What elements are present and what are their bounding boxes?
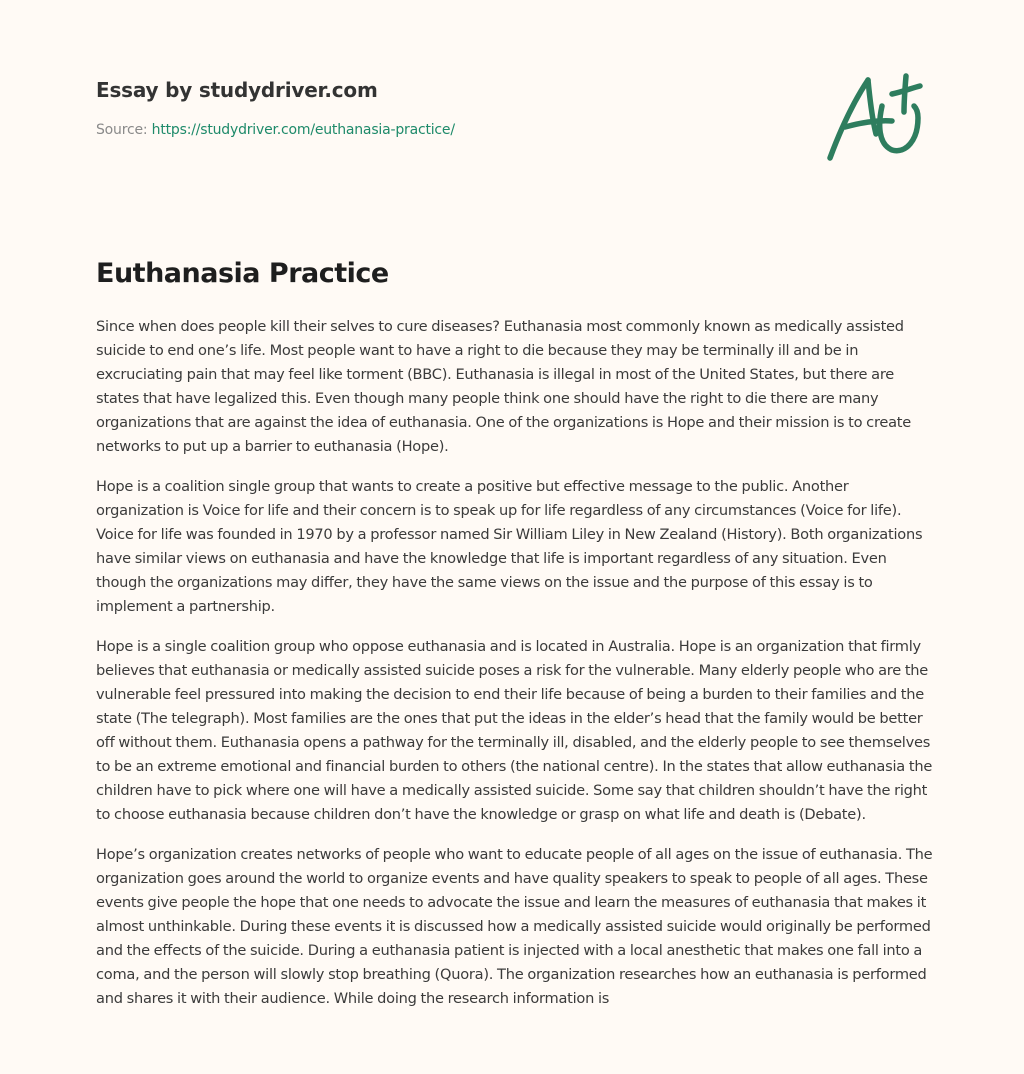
source-line	[96, 120, 796, 140]
a-plus-grade-icon	[820, 66, 930, 166]
essay-body	[96, 315, 936, 1027]
essay-paragraph: Hope’s organization creates networks of people who want to educate people of all ages on the issue of euthanasia. The organization goes around the world to organize events and have quality speakers to speak to people of all ages. These events give people the hope that one needs to advocate the issue and learn the measures of euthanasia that makes it almost unthinkable. During these events it is discussed how a medically assisted suicide would originally be performed and the effects of the suicide. During a euthanasia patient is injected with a local anesthetic that makes one fall into a coma, and the person will slowly stop breathing (Quora). The organization researches how an euthanasia is performed and shares it with their audience. While doing the research information is	[96, 846, 933, 1007]
essay-paragraph: Hope is a coalition single group that wants to create a positive but effective message to the public. Another organization is Voice for life and their concern is to speak up for life regardless of any circumstances (Voice for life). Voice for life was founded in 1970 by a professor named Sir William Liley in New Zealand (History). Both organizations have similar views on euthanasia and have the knowledge that life is important regardless of any situation. Even though the organizations may differ, they have the same views on the issue and the purpose of this essay is to implement a partnership.	[96, 478, 923, 615]
site-title: Essay by studydriver.com	[96, 78, 378, 102]
essay-paragraph: Since when does people kill their selves to cure diseases? Euthanasia most commonly known as medically assisted suicide to end one’s life. Most people want to have a right to die because they may be terminally ill and be in excruciating pain that may feel like torment (BBC). Euthanasia is illegal in most of the United States, but there are states that have legalized this. Even though many people think one should have the right to die there are many organizations that are against the idea of euthanasia. One of the organizations is Hope and their mission is to create networks to put up a barrier to euthanasia (Hope).	[96, 318, 912, 455]
source-link[interactable]: https://studydriver.com/euthanasia-practice/	[151, 122, 455, 138]
essay-header	[96, 74, 796, 140]
essay-title: Euthanasia Practice	[96, 258, 389, 289]
source-label: Source:	[96, 122, 152, 138]
essay-paragraph: Hope is a single coalition group who oppose euthanasia and is located in Australia. Hope is an organization that firmly believes that euthanasia or medically assisted suicide poses a risk for the vulnerable. Many elderly people who are the vulnerable feel pressured into making the decision to end their life because of being a burden to their families and the state (The telegraph). Most families are the ones that put the ideas in the elder’s head that the family would be better off without them. Euthanasia opens a pathway for the terminally ill, disabled, and the elderly people to see themselves to be an extreme emotional and financial burden to others (the national centre). In the states that allow euthanasia the children have to pick where one will have a medically assisted suicide. Some say that children shouldn’t have the right to choose euthanasia because children don’t have the knowledge or grasp on what life and death is (Debate).	[96, 638, 933, 823]
